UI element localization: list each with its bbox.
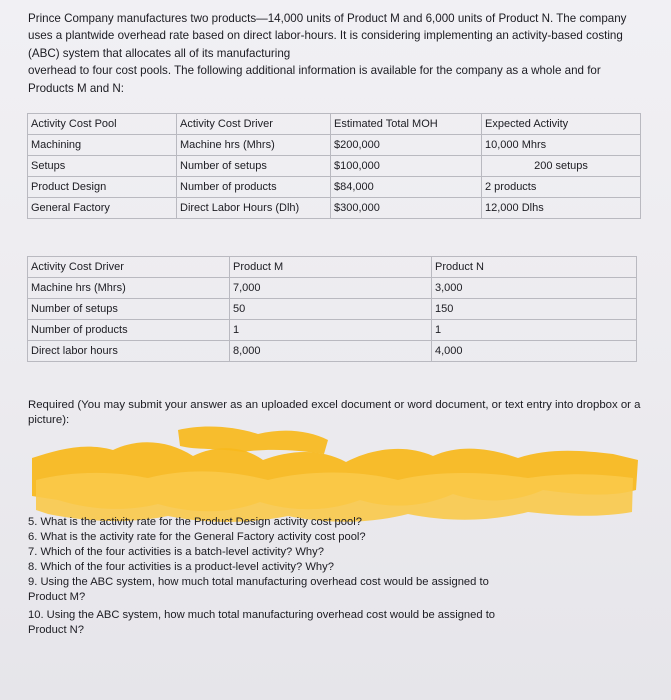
table-cell: 50 bbox=[230, 299, 432, 320]
table-cell: 1 bbox=[230, 320, 432, 341]
table-cell: Number of products bbox=[177, 177, 331, 198]
table-cell: Number of setups bbox=[177, 156, 331, 177]
table-row bbox=[28, 156, 641, 177]
table-cell: Machine hrs (Mhrs) bbox=[177, 135, 331, 156]
table-cell: 10,000 Mhrs bbox=[482, 135, 641, 156]
table-cell: Product Design bbox=[28, 177, 177, 198]
table-row bbox=[28, 198, 641, 219]
header-cell: Expected Activity bbox=[482, 114, 641, 135]
table-cell: Setups bbox=[28, 156, 177, 177]
redaction-stroke bbox=[178, 427, 328, 454]
table-cell: 8,000 bbox=[230, 341, 432, 362]
intro-line-3: (ABC) system that allocates all of its manufacturing bbox=[28, 46, 291, 60]
problem-intro bbox=[28, 10, 648, 97]
question-5: 5. What is the activity rate for the Product Design activity cost pool? bbox=[28, 516, 362, 528]
header-cell: Activity Cost Pool bbox=[28, 114, 177, 135]
table-cell: 2 products bbox=[482, 177, 641, 198]
table-row bbox=[28, 320, 637, 341]
header-cell: Activity Cost Driver bbox=[177, 114, 331, 135]
question-9: 9. Using the ABC system, how much total manufacturing overhead cost would be assigned to Product M? bbox=[28, 576, 489, 603]
table-cell: 7,000 bbox=[230, 278, 432, 299]
table-row bbox=[28, 299, 637, 320]
intro-line-1: Prince Company manufactures two products—14,000 units of Product M and 6,000 units of Product N. The company bbox=[28, 12, 627, 25]
table-row bbox=[28, 341, 637, 362]
table-cell: Direct Labor Hours (Dlh) bbox=[177, 198, 331, 219]
question-list bbox=[28, 515, 628, 638]
table-cell: 12,000 Dlhs bbox=[482, 198, 641, 219]
table-header-row bbox=[28, 257, 637, 278]
intro-line-5: Products M and N: bbox=[28, 81, 125, 95]
question-8: 8. Which of the four activities is a product-level activity? Why? bbox=[28, 561, 334, 573]
table-cell: 1 bbox=[432, 320, 637, 341]
table-cell: Number of products bbox=[28, 320, 230, 341]
intro-line-4: overhead to four cost pools. The following additional information is available for the company as a whole and for bbox=[28, 64, 601, 78]
table-cell: 150 bbox=[432, 299, 637, 320]
table-cell: $84,000 bbox=[331, 177, 482, 198]
intro-line-2: uses a plantwide overhead rate based on direct labor-hours. It is considering implementing an activity-based costing bbox=[28, 29, 623, 43]
table-cell: Machining bbox=[28, 135, 177, 156]
table-cell: 200 setups bbox=[482, 156, 641, 177]
required-instructions: Required (You may submit your answer as an uploaded excel document or word document, or text entry into dropbox or a picture): bbox=[28, 399, 641, 426]
table-cell: Direct labor hours bbox=[28, 341, 230, 362]
question-7: 7. Which of the four activities is a batch-level activity? Why? bbox=[28, 546, 324, 558]
table-cell: 3,000 bbox=[432, 278, 637, 299]
table-row bbox=[28, 177, 641, 198]
table-cell: 4,000 bbox=[432, 341, 637, 362]
product-activity-table bbox=[27, 256, 637, 362]
table-cell: Number of setups bbox=[28, 299, 230, 320]
table-row bbox=[28, 278, 637, 299]
table-row bbox=[28, 135, 641, 156]
table-cell: Machine hrs (Mhrs) bbox=[28, 278, 230, 299]
table-cell: $300,000 bbox=[331, 198, 482, 219]
table-cell: $200,000 bbox=[331, 135, 482, 156]
table-cell: $100,000 bbox=[331, 156, 482, 177]
table-header-row bbox=[28, 114, 641, 135]
header-cell: Product M bbox=[230, 257, 432, 278]
highlighter-redaction bbox=[28, 420, 643, 530]
activity-cost-pool-table bbox=[27, 113, 641, 219]
question-10: 10. Using the ABC system, how much total manufacturing overhead cost would be assigned to Product N? bbox=[28, 609, 496, 636]
header-cell: Estimated Total MOH bbox=[331, 114, 482, 135]
question-6: 6. What is the activity rate for the General Factory activity cost pool? bbox=[28, 531, 366, 543]
table-cell: General Factory bbox=[28, 198, 177, 219]
header-cell: Product N bbox=[432, 257, 637, 278]
header-cell: Activity Cost Driver bbox=[28, 257, 230, 278]
